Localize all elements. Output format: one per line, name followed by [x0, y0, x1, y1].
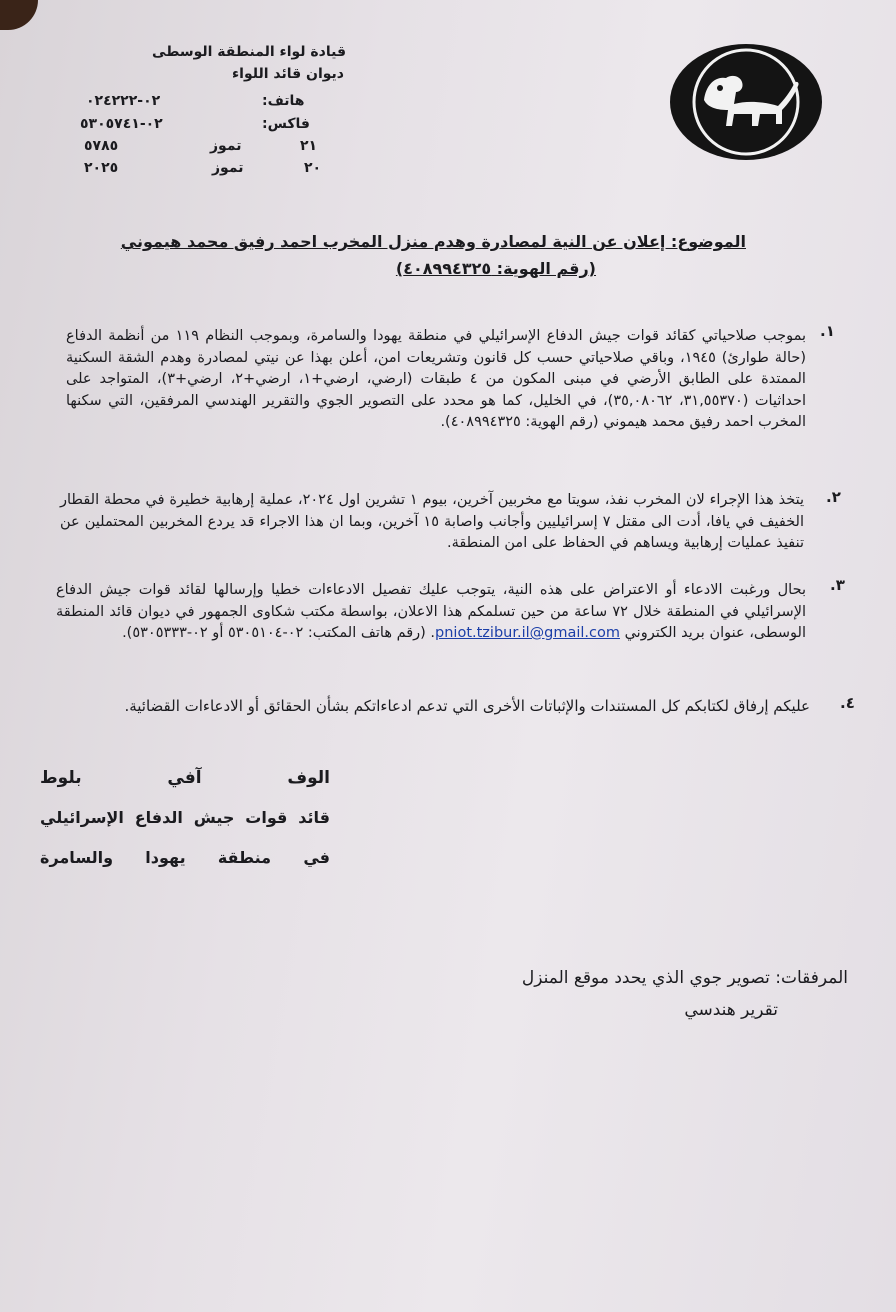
paragraph-2: يتخذ هذا الإجراء لان المخرب نفذ، سويتا مع مخربين آخرين، بيوم ١ تشرين اول ٢٠٢٤، عملية إرهابية خطيرة في محطة القطار الخفيف في يافا، أدت الى مقتل ٧ إسرائيليين وأجانب واصابة ١٥ آخرين، وبما ان هذا الاجراء قد يردع المخربين المحتملين عن تنفيذ عمليات إرهابية ويساهم في الحفاظ على امن المنطقة.	[60, 492, 804, 551]
paragraph-3	[56, 580, 806, 645]
paragraph-1-number: .١	[820, 322, 835, 340]
photo-edge-shadow	[0, 0, 38, 30]
date2-month: تموز	[212, 160, 244, 176]
paragraph-1: بموجب صلاحياتي كقائد قوات جيش الدفاع الإسرائيلي في منطقة يهودا والسامرة، وبموجب النظام ١١٩ من أنظمة الدفاع (حالة طوارئ) ١٩٤٥، وباقي صلاحياتي حسب كل قانون وتشريعات امن، أعلن بهذا عن نيتي لمصادرة وهدم الشقة السكنية الممتدة على الطابق الأرضي في مبنى المكون من ٤ طبقات (ارضي، ارضي+١، ارضي+٢، ارضي+٣)، المتواجد على احداثيات (٣١,٥٥٣٧٠، ٣٥,٠٨٠٦٢)، في الخليل، كما هو محدد على التصوير الجوي والتقرير الهندسي المرفقين، التي سكنها المخرب احمد رفيق محمد هيموني (رقم الهوية: ٤٠٨٩٩٤٣٢٥).	[66, 328, 806, 430]
date2-day: ٢٠	[304, 160, 322, 176]
paragraph-4-number: .٤	[840, 694, 855, 712]
phone-value: ٠٢-٠٢٤٢٢٢	[86, 93, 161, 109]
signatory-region: في منطقة يهودا والسامرة	[40, 848, 330, 867]
date1-day: ٢١	[300, 138, 318, 154]
paragraph-3-phone: . (رقم هاتف المكتب: ٠٢-٥٣٠٥١٠٤ أو ٠٢-٥٣٠٥٣٣٣).	[122, 625, 436, 641]
subject-line-2: (رقم الهوية: ٤٠٨٩٩٤٣٢٥)	[395, 259, 596, 278]
date1-month: تموز	[210, 138, 242, 154]
attachments-line-1: المرفقات: تصوير جوي الذي يحدد موقع المنزل	[521, 968, 848, 988]
paragraph-3-text: بحال ورغبت الادعاء أو الاعتراض على هذه النية، يتوجب عليك تفصيل الادعاءات خطيا وإرسالها لقائد قوات جيش الدفاع الإسرائيلي في المنطقة خلال ٧٢ ساعة من حين تسلمكم هذا الاعلان، بواسطة مكتب شكاوى الجمهور في ديوان قائد المنطقة الوسطى، عنوان بريد الكتروني	[56, 582, 806, 641]
header-line-2: ديوان قائد اللواء	[232, 66, 344, 82]
fax-label: فاكس:	[262, 116, 310, 132]
subject-block	[106, 228, 746, 282]
header-line-1: قيادة لواء المنطقة الوسطى	[152, 44, 346, 60]
paragraph-4: عليكم إرفاق لكتابكم كل المستندات والإثباتات الأخرى التي تدعم ادعاءاتكم بشأن الحقائق أو الادعاءات القضائية.	[124, 697, 810, 715]
lion-emblem-icon	[670, 44, 822, 160]
signatory-name: الوف آفي بلوط	[40, 768, 330, 788]
paragraph-3-number: .٣	[830, 576, 845, 594]
fax-value: ٠٢-٥٣٠٥٧٤١	[80, 116, 163, 132]
date2-year: ٢٠٢٥	[84, 160, 119, 176]
phone-label: هاتف:	[262, 93, 305, 109]
paragraph-2-number: .٢	[826, 488, 841, 506]
complaints-email-link[interactable]: pniot.tzibur.il@gmail.com	[435, 625, 620, 641]
subject-line-1: الموضوع: إعلان عن النية لمصادرة وهدم منزل المخرب احمد رفيق محمد هيموني	[120, 232, 746, 251]
attachments-line-2: تقرير هندسي	[684, 1000, 778, 1020]
signatory-title: قائد قوات جيش الدفاع الإسرائيلي	[40, 808, 330, 827]
date1-number: ٥٧٨٥	[84, 138, 119, 154]
